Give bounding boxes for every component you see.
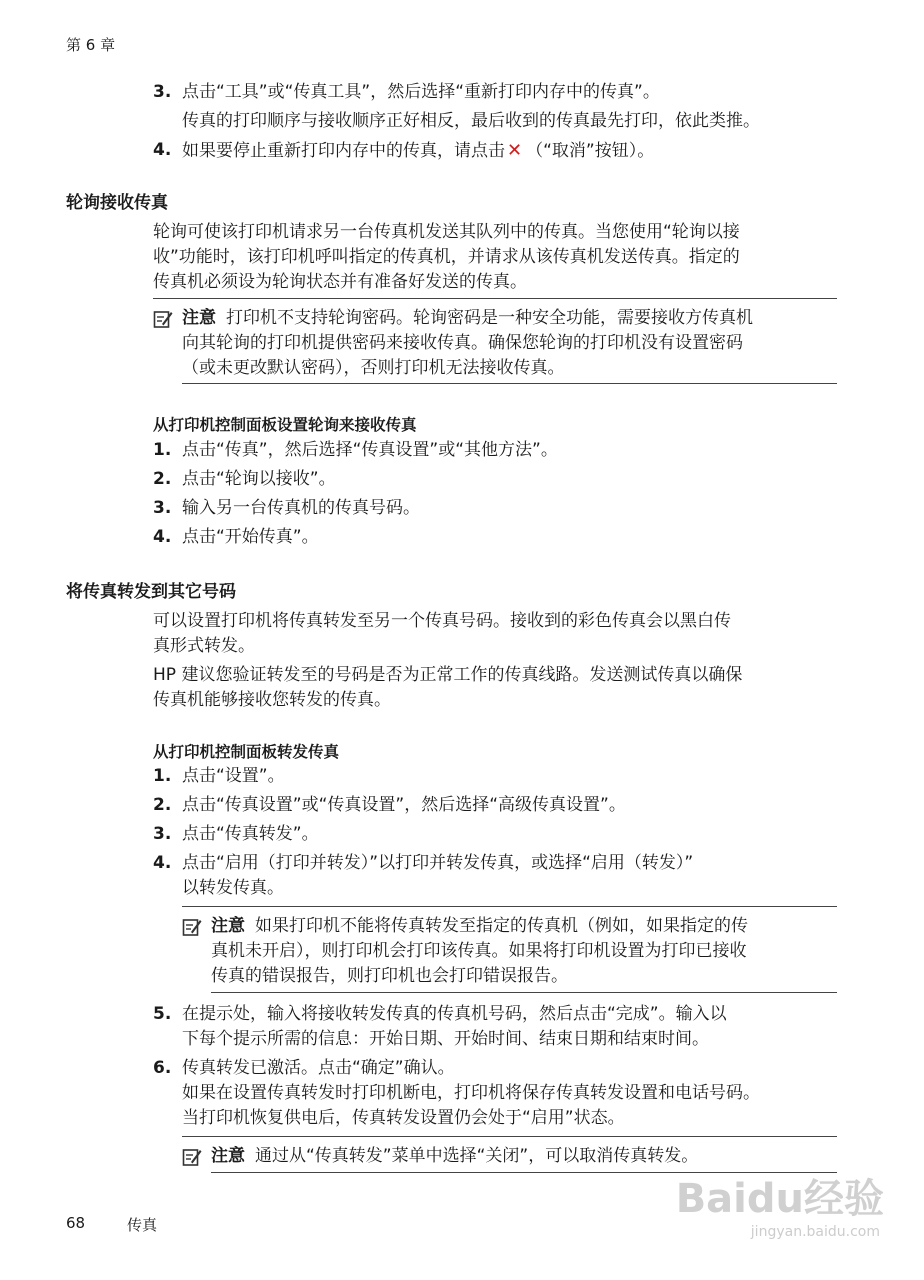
step-text: 点击“开始传真”。	[182, 527, 319, 547]
poll-body-line-3: 传真机必须设为轮询状态并有准备好发送的传真。	[153, 272, 527, 292]
chapter-label: 第 6 章	[66, 36, 116, 54]
step-number: 6.	[153, 1058, 172, 1078]
baidu-watermark-url: jingyan.baidu.com	[750, 1224, 880, 1240]
step-text-after: （“取消”按钮）。	[526, 141, 655, 161]
step-text: 点击“轮询以接收”。	[182, 469, 336, 489]
step-number: 4.	[153, 853, 172, 873]
poll-body-line-2: 收”功能时，该打印机呼叫指定的传真机，并请求从该传真机发送传真。指定的	[153, 247, 740, 267]
step-number: 1.	[153, 766, 172, 786]
step-number: 1.	[153, 440, 172, 460]
note-bottom-rule	[211, 992, 837, 993]
forward-step-4-continued: 以转发传真。	[182, 878, 284, 898]
forward-body1-line-2: 真形式转发。	[153, 636, 255, 656]
poll-note-line-2: 向其轮询的打印机提供密码来接收传真。确保您轮询的打印机没有设置密码	[182, 333, 743, 353]
note-top-rule	[182, 1136, 837, 1137]
step-number: 5.	[153, 1004, 172, 1024]
note-label: 注意	[182, 308, 216, 328]
step-text: 输入另一台传真机的传真号码。	[182, 498, 420, 518]
step-text	[182, 136, 654, 166]
forward-note2	[211, 1142, 698, 1171]
poll-heading: 轮询接收传真	[66, 193, 168, 213]
forward-body1-line-1: 可以设置打印机将传真转发至另一个传真号码。接收到的彩色传真会以黑白传	[153, 611, 731, 631]
step-text: 点击“启用（打印并转发）”以打印并转发传真，或选择“启用（转发）”	[182, 853, 694, 873]
poll-body-line-1: 轮询可使该打印机请求另一台传真机发送其队列中的传真。当您使用“轮询以接	[153, 222, 740, 242]
forward-body2-line-2: 传真机能够接收您转发的传真。	[153, 690, 391, 710]
step-text: 点击“传真设置”或“传真设置”，然后选择“高级传真设置”。	[182, 795, 626, 815]
step-number: 3.	[153, 824, 172, 844]
note-top-rule	[153, 298, 837, 299]
step-text-before: 如果要停止重新打印内存中的传真，请点击	[182, 141, 505, 161]
note-bottom-rule	[182, 383, 837, 384]
note-label: 注意	[211, 1146, 245, 1166]
forward-body2-line-1: HP 建议您验证转发至的号码是否为正常工作的传真线路。发送测试传真以确保	[153, 665, 743, 685]
note-text: 通过从“传真转发”菜单中选择“关闭”，可以取消传真转发。	[255, 1146, 699, 1166]
step-number: 4.	[153, 527, 172, 547]
poll-subheading: 从打印机控制面板设置轮询来接收传真	[153, 416, 417, 434]
note-text: 如果打印机不能将传真转发至指定的传真机（例如，如果指定的传	[255, 916, 748, 936]
step-number: 3.	[153, 82, 172, 102]
forward-subheading: 从打印机控制面板转发传真	[153, 743, 340, 761]
note-label: 注意	[211, 916, 245, 936]
note-text: 打印机不支持轮询密码。轮询密码是一种安全功能，需要接收方传真机	[226, 308, 753, 328]
forward-note1-line-3: 传真的错误报告，则打印机也会打印错误报告。	[211, 966, 568, 986]
step-text: 点击“传真转发”。	[182, 824, 319, 844]
step-number: 2.	[153, 469, 172, 489]
forward-step-6-detail-2: 当打印机恢复供电后，传真转发设置仍会处于“启用”状态。	[182, 1108, 625, 1128]
step-number: 2.	[153, 795, 172, 815]
reprint-step-3-detail: 传真的打印顺序与接收顺序正好相反，最后收到的传真最先打印，依此类推。	[182, 111, 760, 131]
step-number: 4.	[153, 140, 172, 160]
page-number: 68	[66, 1214, 86, 1232]
baidu-watermark-logo: Baidu经验	[675, 1176, 884, 1222]
footer-section: 传真	[127, 1216, 158, 1234]
note-icon	[153, 309, 173, 329]
note-icon	[182, 917, 202, 937]
step-text: 点击“设置”。	[182, 766, 285, 786]
forward-step-6-detail-1: 如果在设置传真转发时打印机断电，打印机将保存传真转发设置和电话号码。	[182, 1083, 760, 1103]
note-top-rule	[182, 906, 837, 907]
forward-heading: 将传真转发到其它号码	[66, 582, 236, 602]
cancel-icon: ✕	[507, 140, 523, 161]
poll-note-line-3: （或未更改默认密码），否则打印机无法接收传真。	[182, 358, 565, 378]
step-text: 点击“工具”或“传真工具”，然后选择“重新打印内存中的传真”。	[182, 82, 660, 102]
forward-step-5-continued: 下每个提示所需的信息：开始日期、开始时间、结束日期和结束时间。	[182, 1029, 709, 1049]
step-text: 在提示处，输入将接收转发传真的传真机号码，然后点击“完成”。输入以	[182, 1004, 727, 1024]
forward-note1-line-2: 真机未开启），则打印机会打印该传真。如果将打印机设置为打印已接收	[211, 941, 747, 961]
step-number: 3.	[153, 498, 172, 518]
step-text: 传真转发已激活。点击“确定”确认。	[182, 1058, 455, 1078]
step-text: 点击“传真”，然后选择“传真设置”或“其他方法”。	[182, 440, 558, 460]
note-icon	[182, 1147, 202, 1167]
